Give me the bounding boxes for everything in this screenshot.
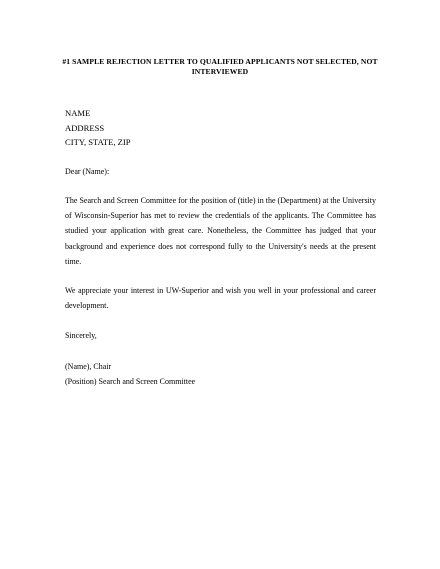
body-paragraph-2: We appreciate your interest in UW-Superior and wish you well in your professional and career development. (65, 286, 376, 311)
signature-block (65, 359, 195, 389)
signer-position: (Position) Search and Screen Committee (65, 377, 196, 386)
recipient-address-block (65, 106, 131, 150)
letter-title: #1 SAMPLE REJECTION LETTER TO QUALIFIED APPLICANTS NOT SELECTED, NOT INTERVIEWED (62, 57, 378, 76)
closing: Sincerely, (65, 331, 97, 340)
salutation: Dear (Name): (65, 167, 110, 176)
signer-name: (Name), Chair (65, 362, 112, 371)
recipient-name: NAME (65, 108, 91, 118)
body-paragraph-1: The Search and Screen Committee for the position of (title) in the (Department) at the University of Wisconsin-Superior has met to review the credentials of the applicants. The Committee has studied your application with great care. Nonetheless, the Committee has judged that your background and experience does not correspond fully to the University's needs at the present time. (65, 196, 376, 266)
recipient-city-state-zip: CITY, STATE, ZIP (65, 137, 131, 147)
recipient-address: ADDRESS (65, 122, 105, 133)
